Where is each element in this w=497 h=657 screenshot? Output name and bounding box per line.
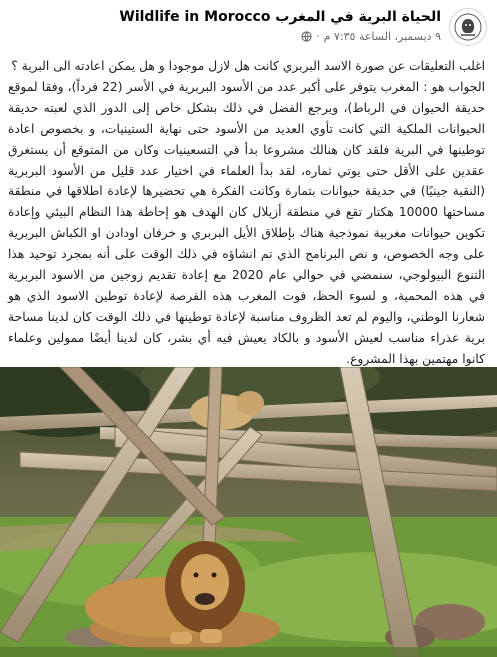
globe-icon	[301, 31, 312, 42]
page-avatar[interactable]	[449, 8, 487, 46]
page-name[interactable]: الحياة البرية في المغرب Wildlife in Morocco	[119, 9, 441, 25]
lion-logo-icon	[453, 12, 483, 42]
post-body	[8, 56, 485, 391]
post-paragraph: اغلب التعليقات عن صورة الاسد البربري كانت هل لازل موجودا و هل يمكن اعادته الى البرية ؟	[11, 59, 485, 73]
post-header	[0, 0, 497, 48]
post-timestamp[interactable]: ٩ ديسمبر، الساعة ٧:٣٥ م	[323, 30, 441, 43]
meta-separator: ·	[316, 30, 320, 43]
post-photo[interactable]	[0, 367, 497, 657]
post-meta	[301, 30, 441, 43]
post-paragraph: الجواب هو : المغرب يتوفر على أكبر عدد من الأسود البربرية في الأسر (22 فرداً)، وفقا لموقع حديقة الحيوان في الرباط)، ويرجع الفضل في ذلك بشكل خاص إلى الدور الذي لعبته حديقة الحيوانات الملكية التي كانت تأوي العديد من الأسود حتى نهاية الستينيات، و بخصوص اعادة توطينها في البرية فلقد كان هنالك مشروعا بدأ في التسعينيات وكان من المتوقع أن يستغرق عقدين على الأقل حتى يوتي ثماره، لقد بدأ العلماء في اختيار عدد قليل من الأسود البربرية (النقية جينيًا) في حديقة حيوانات بتمارة وكانت الفكرة هي تحضيرها لإعادة اطلاقها في منطقة مساحتها 10000 هكتار تقع في منطقة أزيلال كان الهدف هو إحاطة هذا النظام البيئي وإعادة تكوين حيوانات مغربية نموذجية هناك بإطلاق الأيل البربري و خرفان اودادن او الكباش البربرية على وجه الخصوص، و نص البرنامج الذي تم انشاؤه في ذلك الوقت على أنه بمجرد توحيد هذا التنوع البيولوجي، سنمضي في حوالي عام 2020 مع إعادة تقديم زوجين من الاسود البربرية في هذه المحمية، و لسوء الحظ، فوت المغرب هذه الفرصة لإعادة توطين الاسود الذي هو شعارنا الوطني، واليوم لم تعد الظروف مناسبة لإعادة توطينها في ذلك الوقت كان لدينا مساحة برية عذراء مناسب لعيش الأسود و بالكاد يعيش فيه أي بشر، كان لدينا أيضًا ممولين وعلماء كانوا مهتمين بهذا المشروع.	[8, 79, 486, 366]
lion-enclosure-image	[0, 367, 497, 657]
